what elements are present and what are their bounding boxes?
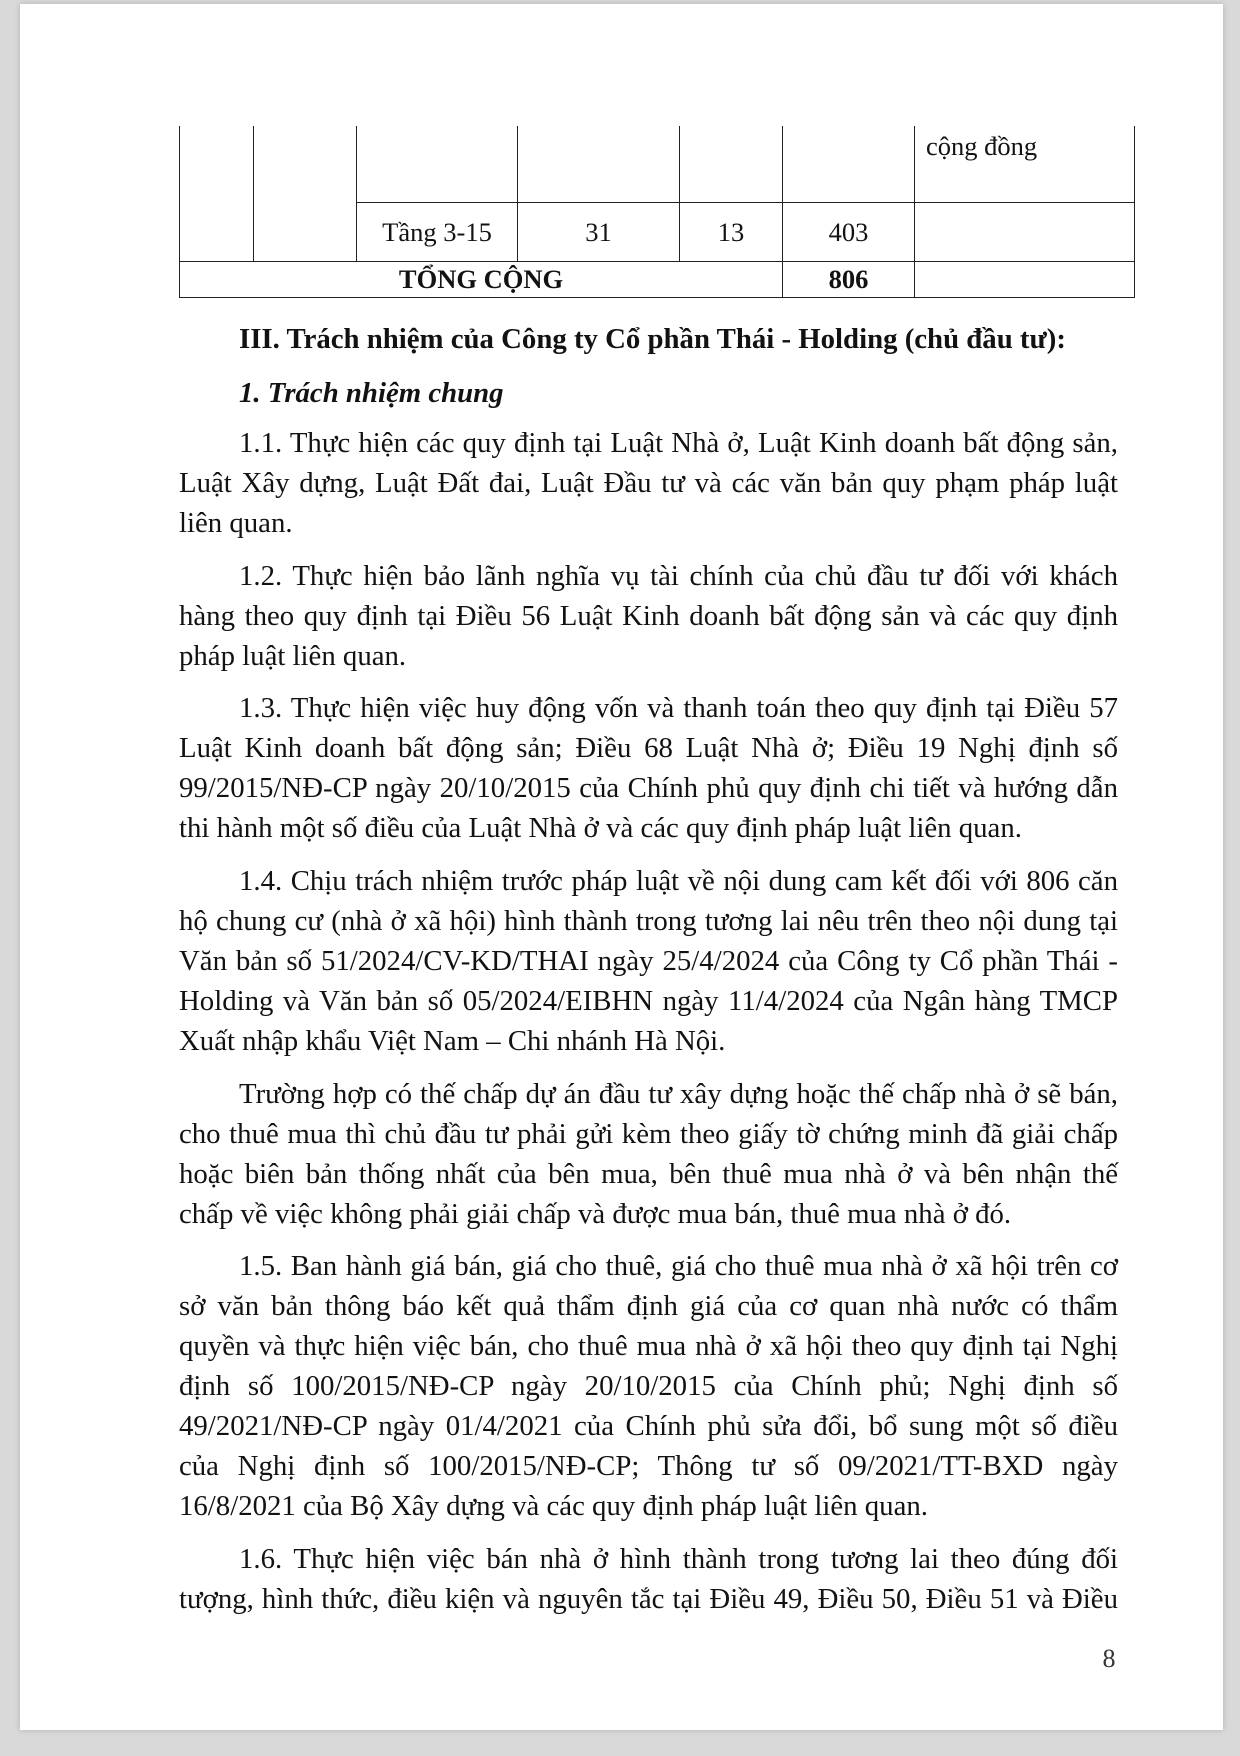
- section-body: [179, 319, 1118, 1631]
- paragraph-line: chấp về việc không phải giải chấp và được mua bán, thuê mua nhà ở đó.: [179, 1197, 1012, 1230]
- subsection-heading: 1. Trách nhiệm chung: [239, 376, 504, 409]
- paragraph-1-6: [179, 1539, 1118, 1619]
- apartment-units-table: [179, 126, 1135, 298]
- paragraph-line: hàng theo quy định tại Điều 56 Luật Kinh doanh bất động sản và các quy định: [179, 599, 1118, 632]
- paragraph-line: sở văn bản thông báo kết quả thẩm định giá của cơ quan nhà nước có thẩm: [179, 1290, 1118, 1323]
- table-cell-empty: [254, 126, 357, 261]
- document-page: [20, 4, 1223, 1730]
- paragraph-line: pháp luật liên quan.: [179, 639, 407, 672]
- paragraph-line: Holding và Văn bản số 05/2024/EIBHN ngày 11/4/2024 của Ngân hàng TMCP: [179, 984, 1118, 1017]
- paragraph-1-2: [179, 556, 1118, 676]
- paragraph-1-1: [179, 423, 1118, 543]
- table-cell-note: cộng đồng: [915, 126, 1135, 202]
- table-cell-value: 31: [518, 202, 680, 261]
- paragraph-line: tượng, hình thức, điều kiện và nguyên tắc tại Điều 49, Điều 50, Điều 51 và Điều: [179, 1582, 1118, 1615]
- table-cell-value: 13: [680, 202, 783, 261]
- paragraph-line: hộ chung cư (nhà ở xã hội) hình thành trong tương lai nêu trên theo nội dung tại: [179, 904, 1118, 937]
- table-row: [180, 126, 1135, 202]
- paragraph-line: Văn bản số 51/2024/CV-KD/THAI ngày 25/4/2024 của Công ty Cổ phần Thái -: [179, 944, 1118, 977]
- table-cell-empty: [915, 261, 1135, 297]
- table-cell-empty: [357, 126, 518, 202]
- paragraph-line: hoặc biên bản thống nhất của bên mua, bên thuê mua nhà ở và bên nhận thế: [179, 1157, 1118, 1190]
- paragraph-line: Trường hợp có thế chấp dự án đầu tư xây dựng hoặc thế chấp nhà ở sẽ bán,: [239, 1077, 1118, 1110]
- table-cell-floors: Tầng 3-15: [357, 202, 518, 261]
- section-heading: III. Trách nhiệm của Công ty Cổ phần Thái - Holding (chủ đầu tư):: [239, 323, 1066, 355]
- table-cell-value: 403: [783, 202, 915, 261]
- table-cell-empty: [518, 126, 680, 202]
- paragraph-line: liên quan.: [179, 507, 293, 540]
- table-cell-empty: [680, 126, 783, 202]
- paragraph-line: thi hành một số điều của Luật Nhà ở và các quy định pháp luật liên quan.: [179, 812, 1022, 845]
- table-cell-empty: [783, 126, 915, 202]
- page-number: 8: [1102, 1644, 1116, 1673]
- total-label: TỔNG CỘNG: [180, 261, 783, 297]
- paragraph-line: 1.2. Thực hiện bảo lãnh nghĩa vụ tài chính của chủ đầu tư đối với khách: [239, 559, 1118, 592]
- paragraph-line: cho thuê mua thì chủ đầu tư phải gửi kèm theo giấy tờ chứng minh đã giải chấp: [179, 1117, 1118, 1150]
- paragraph-line: quyền và thực hiện việc bán, cho thuê mua nhà ở xã hội theo quy định tại Nghị: [179, 1330, 1118, 1363]
- table-total-row: [180, 261, 1135, 297]
- paragraph-mortgage-case: [179, 1074, 1118, 1234]
- paragraph-line: 1.6. Thực hiện việc bán nhà ở hình thành trong tương lai theo đúng đối: [239, 1542, 1118, 1575]
- paragraph-line: 16/8/2021 của Bộ Xây dựng và các quy định pháp luật liên quan.: [179, 1490, 928, 1523]
- paragraph-line: 99/2015/NĐ-CP ngày 20/10/2015 của Chính phủ quy định chi tiết và hướng dẫn: [179, 772, 1118, 805]
- paragraph-line: 1.3. Thực hiện việc huy động vốn và thanh toán theo quy định tại Điều 57: [239, 692, 1118, 725]
- paragraph-line: của Nghị định số 100/2015/NĐ-CP; Thông tư số 09/2021/TT-BXD ngày: [179, 1450, 1118, 1483]
- paragraph-line: Luật Xây dựng, Luật Đất đai, Luật Đầu tư và các văn bản quy phạm pháp luật: [179, 467, 1118, 500]
- paragraph-line: 1.5. Ban hành giá bán, giá cho thuê, giá cho thuê mua nhà ở xã hội trên cơ: [239, 1250, 1118, 1283]
- table-cell-empty: [180, 126, 254, 261]
- paragraph-line: 1.4. Chịu trách nhiệm trước pháp luật về nội dung cam kết đối với 806 căn: [239, 864, 1118, 897]
- paragraph-line: Luật Kinh doanh bất động sản; Điều 68 Luật Nhà ở; Điều 19 Nghị định số: [179, 732, 1118, 765]
- paragraph-line: Xuất nhập khẩu Việt Nam – Chi nhánh Hà Nội.: [179, 1024, 726, 1057]
- paragraph-1-5: [179, 1246, 1118, 1526]
- paragraph-line: 49/2021/NĐ-CP ngày 01/4/2021 của Chính phủ sửa đổi, bổ sung một số điều: [179, 1410, 1118, 1443]
- paragraph-line: 1.1. Thực hiện các quy định tại Luật Nhà ở, Luật Kinh doanh bất động sản,: [239, 427, 1118, 460]
- paragraph-1-4: [179, 861, 1118, 1061]
- paragraph-1-3: [179, 688, 1118, 848]
- table-cell-empty: [915, 202, 1135, 261]
- total-value: 806: [783, 261, 915, 297]
- paragraph-line: định số 100/2015/NĐ-CP ngày 20/10/2015 của Chính phủ; Nghị định số: [179, 1370, 1118, 1403]
